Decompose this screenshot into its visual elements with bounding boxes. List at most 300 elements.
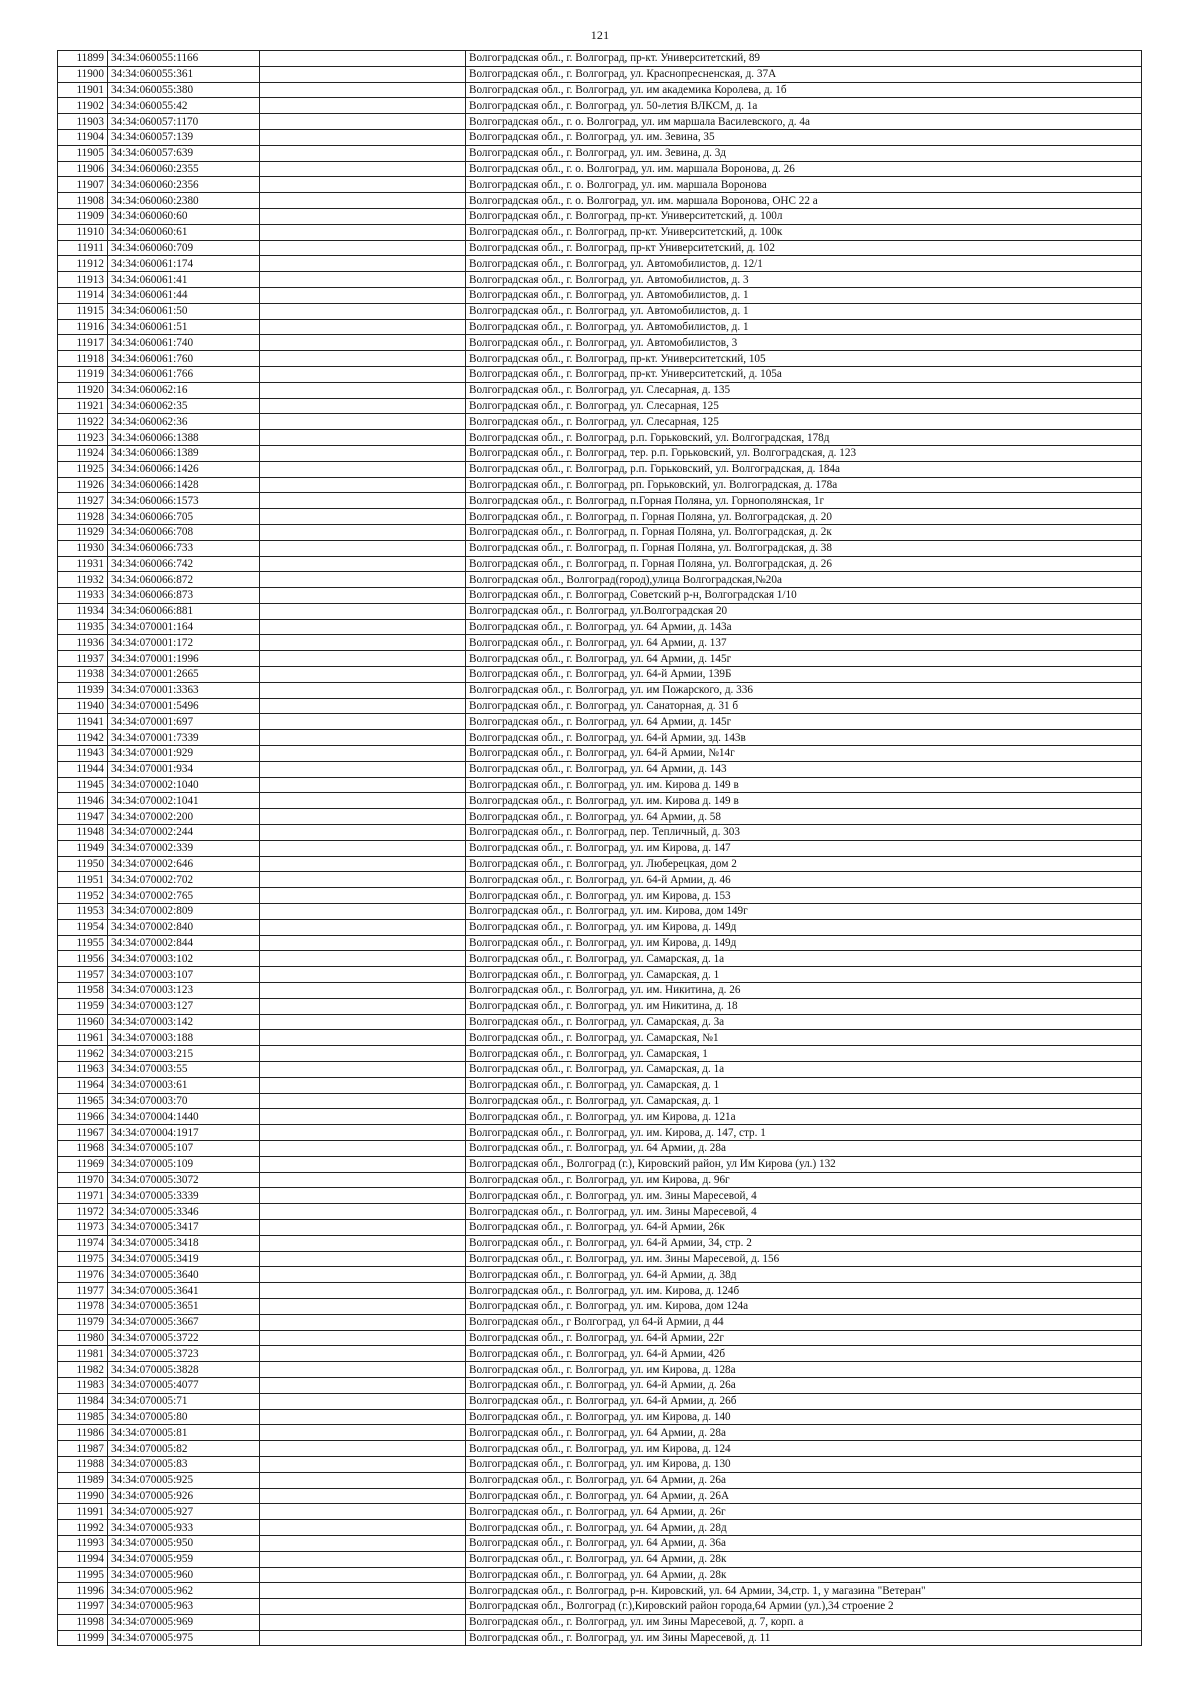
cadastral-number-cell: 34:34:060055:42 (108, 98, 260, 114)
table-row (58, 51, 1142, 67)
table-row (58, 477, 1142, 493)
address-cell: Волгоградская обл., г. Волгоград, пр-кт. Университетский, 105 (466, 351, 1142, 367)
row-number-cell: 11941 (58, 714, 108, 730)
row-number-cell: 11936 (58, 635, 108, 651)
row-number-cell: 11905 (58, 145, 108, 161)
row-number-cell: 11935 (58, 619, 108, 635)
row-number-cell: 11928 (58, 509, 108, 525)
address-cell: Волгоградская обл., г. Волгоград, ул. им Кирова, д. 130 (466, 1456, 1142, 1472)
address-cell: Волгоградская обл., г. Волгоград, пр-кт. Университетский, д. 105а (466, 366, 1142, 382)
address-cell: Волгоградская обл., г. Волгоград, ул. 64-й Армии, д. 46 (466, 872, 1142, 888)
table-row (58, 1188, 1142, 1204)
address-cell: Волгоградская обл., г. Волгоград, ул. им. Зевина, 35 (466, 129, 1142, 145)
table-row (58, 161, 1142, 177)
table-row (58, 177, 1142, 193)
row-number-cell: 11962 (58, 1046, 108, 1062)
empty-cell (260, 667, 466, 683)
empty-cell (260, 1204, 466, 1220)
table-row (58, 730, 1142, 746)
address-cell: Волгоградская обл., г. Волгоград, ул. им. Зины Маресевой, д. 156 (466, 1251, 1142, 1267)
address-cell: Волгоградская обл., г. Волгоград, ул. Самарская, д. 1 (466, 967, 1142, 983)
empty-cell (260, 509, 466, 525)
cadastral-number-cell: 34:34:070002:1041 (108, 793, 260, 809)
row-number-cell: 11945 (58, 777, 108, 793)
cadastral-number-cell: 34:34:070005:975 (108, 1630, 260, 1646)
cadastral-number-cell: 34:34:070005:933 (108, 1520, 260, 1536)
empty-cell (260, 1425, 466, 1441)
table-row (58, 398, 1142, 414)
row-number-cell: 11949 (58, 840, 108, 856)
row-number-cell: 11911 (58, 240, 108, 256)
address-cell: Волгоградская обл., г. Волгоград, ул. Люберецкая, дом 2 (466, 856, 1142, 872)
cadastral-number-cell: 34:34:060055:1166 (108, 51, 260, 67)
table-row (58, 572, 1142, 588)
address-cell: Волгоградская обл., г. Волгоград, ул. Слесарная, д. 135 (466, 382, 1142, 398)
cadastral-number-cell: 34:34:070005:107 (108, 1140, 260, 1156)
cadastral-number-cell: 34:34:060066:1426 (108, 461, 260, 477)
address-cell: Волгоградская обл., г. Волгоград, ул.Волгоградская 20 (466, 603, 1142, 619)
address-cell: Волгоградская обл., г. Волгоград, ул. 64 Армии, д. 28а (466, 1425, 1142, 1441)
row-number-cell: 11967 (58, 1125, 108, 1141)
address-cell: Волгоградская обл., г. Волгоград, ул. 64 Армии, д. 143 (466, 761, 1142, 777)
empty-cell (260, 461, 466, 477)
row-number-cell: 11934 (58, 603, 108, 619)
table-row (58, 1093, 1142, 1109)
address-cell: Волгоградская обл., г. Волгоград, ул. им. Кирова, д. 147, стр. 1 (466, 1125, 1142, 1141)
row-number-cell: 11937 (58, 651, 108, 667)
cadastral-number-cell: 34:34:070003:107 (108, 967, 260, 983)
table-row (58, 193, 1142, 209)
address-cell: Волгоградская обл., г. Волгоград, ул. 64-й Армии, д. 38д (466, 1267, 1142, 1283)
address-cell: Волгоградская обл., г. Волгоград, ул. 64 Армии, д. 58 (466, 809, 1142, 825)
table-row (58, 1330, 1142, 1346)
table-row (58, 430, 1142, 446)
empty-cell (260, 524, 466, 540)
empty-cell (260, 1093, 466, 1109)
table-row (58, 540, 1142, 556)
address-cell: Волгоградская обл., г. Волгоград, ул. им Кирова, д. 96г (466, 1172, 1142, 1188)
address-cell: Волгоградская обл., г. Волгоград, р-н. Кировский, ул. 64 Армии, 34,стр. 1, у магазина "Ветеран" (466, 1583, 1142, 1599)
empty-cell (260, 414, 466, 430)
address-cell: Волгоградская обл., г. Волгоград, п. Горная Поляна, ул. Волгоградская, д. 26 (466, 556, 1142, 572)
empty-cell (260, 1109, 466, 1125)
address-cell: Волгоградская обл., г. Волгоград, ул. 64 Армии, д. 28д (466, 1520, 1142, 1536)
cadastral-number-cell: 34:34:070001:7339 (108, 730, 260, 746)
row-number-cell: 11971 (58, 1188, 108, 1204)
table-row (58, 761, 1142, 777)
cadastral-number-cell: 34:34:070003:215 (108, 1046, 260, 1062)
empty-cell (260, 66, 466, 82)
address-cell: Волгоградская обл., г. Волгоград, ул. им Кирова, д. 149д (466, 935, 1142, 951)
address-cell: Волгоградская обл., г. Волгоград, ул. Самарская, д. 3а (466, 1014, 1142, 1030)
row-number-cell: 11904 (58, 129, 108, 145)
table-row (58, 619, 1142, 635)
row-number-cell: 11966 (58, 1109, 108, 1125)
empty-cell (260, 1030, 466, 1046)
row-number-cell: 11922 (58, 414, 108, 430)
cadastral-number-cell: 34:34:060061:740 (108, 335, 260, 351)
cadastral-number-cell: 34:34:070001:934 (108, 761, 260, 777)
cadastral-number-cell: 34:34:060066:705 (108, 509, 260, 525)
address-cell: Волгоградская обл., г. Волгоград, ул. Автомобилистов, д. 3 (466, 272, 1142, 288)
table-row (58, 856, 1142, 872)
cadastral-number-cell: 34:34:070005:3651 (108, 1298, 260, 1314)
table-row (58, 414, 1142, 430)
address-cell: Волгоградская обл., г. Волгоград, ул. им Кирова, д. 121а (466, 1109, 1142, 1125)
table-row (58, 1409, 1142, 1425)
empty-cell (260, 919, 466, 935)
address-cell: Волгоградская обл., г. о. Волгоград, ул. им. маршала Воронова, ОНС 22 а (466, 193, 1142, 209)
address-cell: Волгоградская обл., г. о. Волгоград, ул. им. маршала Воронова, д. 26 (466, 161, 1142, 177)
table-row (58, 208, 1142, 224)
row-number-cell: 11914 (58, 287, 108, 303)
cadastral-number-cell: 34:34:060066:1388 (108, 430, 260, 446)
cadastral-number-cell: 34:34:060066:742 (108, 556, 260, 572)
table-row (58, 1014, 1142, 1030)
table-row (58, 1077, 1142, 1093)
cadastral-number-cell: 34:34:070002:844 (108, 935, 260, 951)
empty-cell (260, 1599, 466, 1615)
table-row (58, 888, 1142, 904)
cadastral-number-cell: 34:34:060060:709 (108, 240, 260, 256)
row-number-cell: 11933 (58, 588, 108, 604)
row-number-cell: 11964 (58, 1077, 108, 1093)
address-cell: Волгоградская обл., г. Волгоград, ул. им Кирова, д. 147 (466, 840, 1142, 856)
empty-cell (260, 935, 466, 951)
row-number-cell: 11929 (58, 524, 108, 540)
empty-cell (260, 746, 466, 762)
row-number-cell: 11912 (58, 256, 108, 272)
empty-cell (260, 303, 466, 319)
address-cell: Волгоградская обл., г. Волгоград, п. Горная Поляна, ул. Волгоградская, д. 2к (466, 524, 1142, 540)
table-row (58, 1172, 1142, 1188)
registry-table-body (58, 51, 1142, 1646)
empty-cell (260, 1504, 466, 1520)
row-number-cell: 11907 (58, 177, 108, 193)
empty-cell (260, 145, 466, 161)
table-row (58, 224, 1142, 240)
row-number-cell: 11978 (58, 1298, 108, 1314)
cadastral-number-cell: 34:34:070003:127 (108, 998, 260, 1014)
address-cell: Волгоградская обл., г Волгоград, ул 64-й Армии, д 44 (466, 1314, 1142, 1330)
empty-cell (260, 1520, 466, 1536)
cadastral-number-cell: 34:34:070005:3339 (108, 1188, 260, 1204)
row-number-cell: 11998 (58, 1614, 108, 1630)
row-number-cell: 11976 (58, 1267, 108, 1283)
address-cell: Волгоградская обл., г. Волгоград, ул. им. Кирова, дом 149г (466, 904, 1142, 920)
row-number-cell: 11940 (58, 698, 108, 714)
cadastral-number-cell: 34:34:070005:950 (108, 1535, 260, 1551)
row-number-cell: 11908 (58, 193, 108, 209)
address-cell: Волгоградская обл., г. Волгоград, ул. Самарская, д. 1а (466, 951, 1142, 967)
row-number-cell: 11969 (58, 1156, 108, 1172)
row-number-cell: 11980 (58, 1330, 108, 1346)
row-number-cell: 11963 (58, 1062, 108, 1078)
address-cell: Волгоградская обл., г. Волгоград, р.п. Горьковский, ул. Волгоградская, 178д (466, 430, 1142, 446)
table-row (58, 1062, 1142, 1078)
empty-cell (260, 1630, 466, 1646)
cadastral-number-cell: 34:34:070001:929 (108, 746, 260, 762)
table-row (58, 872, 1142, 888)
empty-cell (260, 1046, 466, 1062)
empty-cell (260, 540, 466, 556)
empty-cell (260, 98, 466, 114)
cadastral-number-cell: 34:34:060060:61 (108, 224, 260, 240)
table-row (58, 335, 1142, 351)
table-row (58, 904, 1142, 920)
cadastral-number-cell: 34:34:060066:708 (108, 524, 260, 540)
address-cell: Волгоградская обл., г. Волгоград, ул. 64 Армии, д. 145г (466, 651, 1142, 667)
address-cell: Волгоградская обл., г. Волгоград, ул. 64-й Армии, 34, стр. 2 (466, 1235, 1142, 1251)
row-number-cell: 11991 (58, 1504, 108, 1520)
cadastral-number-cell: 34:34:070005:71 (108, 1393, 260, 1409)
address-cell: Волгоградская обл., г. Волгоград, ул. 64-й Армии, зд. 143в (466, 730, 1142, 746)
cadastral-number-cell: 34:34:070005:3828 (108, 1362, 260, 1378)
row-number-cell: 11947 (58, 809, 108, 825)
cadastral-number-cell: 34:34:070003:61 (108, 1077, 260, 1093)
empty-cell (260, 1235, 466, 1251)
cadastral-number-cell: 34:34:060061:51 (108, 319, 260, 335)
empty-cell (260, 588, 466, 604)
table-row (58, 1599, 1142, 1615)
cadastral-number-cell: 34:34:070005:3418 (108, 1235, 260, 1251)
address-cell: Волгоградская обл., г. Волгоград, ул. Автомобилистов, 3 (466, 335, 1142, 351)
cadastral-number-cell: 34:34:070003:55 (108, 1062, 260, 1078)
table-row (58, 1614, 1142, 1630)
row-number-cell: 11955 (58, 935, 108, 951)
address-cell: Волгоградская обл., г. Волгоград, ул. 64 Армии, д. 145г (466, 714, 1142, 730)
table-row (58, 1346, 1142, 1362)
table-row (58, 919, 1142, 935)
empty-cell (260, 967, 466, 983)
cadastral-number-cell: 34:34:070005:80 (108, 1409, 260, 1425)
cadastral-number-cell: 34:34:060062:36 (108, 414, 260, 430)
empty-cell (260, 193, 466, 209)
address-cell: Волгоградская обл., г. Волгоград, ул. 64-й Армии, №14г (466, 746, 1142, 762)
table-row (58, 82, 1142, 98)
empty-cell (260, 998, 466, 1014)
empty-cell (260, 477, 466, 493)
table-row (58, 1046, 1142, 1062)
row-number-cell: 11974 (58, 1235, 108, 1251)
table-row (58, 825, 1142, 841)
table-row (58, 651, 1142, 667)
cadastral-number-cell: 34:34:060066:1428 (108, 477, 260, 493)
row-number-cell: 11943 (58, 746, 108, 762)
table-row (58, 1425, 1142, 1441)
cadastral-number-cell: 34:34:070002:765 (108, 888, 260, 904)
row-number-cell: 11901 (58, 82, 108, 98)
table-row (58, 461, 1142, 477)
address-cell: Волгоградская обл., г. Волгоград, ул. 64 Армии, д. 137 (466, 635, 1142, 651)
row-number-cell: 11902 (58, 98, 108, 114)
row-number-cell: 11931 (58, 556, 108, 572)
cadastral-number-cell: 34:34:060060:60 (108, 208, 260, 224)
table-row (58, 1298, 1142, 1314)
cadastral-number-cell: 34:34:060066:872 (108, 572, 260, 588)
address-cell: Волгоградская обл., г. Волгоград, ул. Самарская, д. 1 (466, 1093, 1142, 1109)
table-row (58, 319, 1142, 335)
empty-cell (260, 287, 466, 303)
empty-cell (260, 1441, 466, 1457)
address-cell: Волгоградская обл., Волгоград (г.), Кировский район, ул Им Кирова (ул.) 132 (466, 1156, 1142, 1172)
address-cell: Волгоградская обл., г. Волгоград, ул. 64 Армии, д. 26а (466, 1472, 1142, 1488)
row-number-cell: 11994 (58, 1551, 108, 1567)
cadastral-number-cell: 34:34:070005:3641 (108, 1283, 260, 1299)
page-number: 121 (590, 28, 610, 42)
empty-cell (260, 335, 466, 351)
empty-cell (260, 635, 466, 651)
registry-table (57, 50, 1142, 1646)
row-number-cell: 11910 (58, 224, 108, 240)
empty-cell (260, 1377, 466, 1393)
cadastral-number-cell: 34:34:070002:1040 (108, 777, 260, 793)
row-number-cell: 11997 (58, 1599, 108, 1615)
empty-cell (260, 1251, 466, 1267)
cadastral-number-cell: 34:34:070005:109 (108, 1156, 260, 1172)
empty-cell (260, 129, 466, 145)
empty-cell (260, 983, 466, 999)
address-cell: Волгоградская обл., г. Волгоград, ул. Самарская, д. 1 (466, 1077, 1142, 1093)
address-cell: Волгоградская обл., г. Волгоград, тер. р.п. Горьковский, ул. Волгоградская, д. 123 (466, 445, 1142, 461)
row-number-cell: 11973 (58, 1219, 108, 1235)
cadastral-number-cell: 34:34:070001:172 (108, 635, 260, 651)
row-number-cell: 11968 (58, 1140, 108, 1156)
address-cell: Волгоградская обл., г. Волгоград, ул. им Зины Маресевой, д. 11 (466, 1630, 1142, 1646)
cadastral-number-cell: 34:34:060062:16 (108, 382, 260, 398)
address-cell: Волгоградская обл., г. Волгоград, ул. им. Кирова, дом 124а (466, 1298, 1142, 1314)
table-row (58, 1472, 1142, 1488)
empty-cell (260, 951, 466, 967)
table-row (58, 382, 1142, 398)
table-row (58, 967, 1142, 983)
cadastral-number-cell: 34:34:060066:881 (108, 603, 260, 619)
row-number-cell: 11990 (58, 1488, 108, 1504)
table-row (58, 998, 1142, 1014)
row-number-cell: 11995 (58, 1567, 108, 1583)
row-number-cell: 11961 (58, 1030, 108, 1046)
row-number-cell: 11983 (58, 1377, 108, 1393)
empty-cell (260, 319, 466, 335)
empty-cell (260, 1125, 466, 1141)
row-number-cell: 11899 (58, 51, 108, 67)
cadastral-number-cell: 34:34:070005:959 (108, 1551, 260, 1567)
row-number-cell: 11913 (58, 272, 108, 288)
address-cell: Волгоградская обл., г. Волгоград, ул. им Пожарского, д. 336 (466, 682, 1142, 698)
row-number-cell: 11938 (58, 667, 108, 683)
empty-cell (260, 1362, 466, 1378)
cadastral-number-cell: 34:34:070005:81 (108, 1425, 260, 1441)
row-number-cell: 11915 (58, 303, 108, 319)
empty-cell (260, 161, 466, 177)
address-cell: Волгоградская обл., г. Волгоград, ул. им. Зины Маресевой, 4 (466, 1188, 1142, 1204)
table-row (58, 1630, 1142, 1646)
cadastral-number-cell: 34:34:070005:927 (108, 1504, 260, 1520)
table-row (58, 114, 1142, 130)
cadastral-number-cell: 34:34:070005:3640 (108, 1267, 260, 1283)
cadastral-number-cell: 34:34:070002:339 (108, 840, 260, 856)
address-cell: Волгоградская обл., г. Волгоград, ул. 64 Армии, д. 143а (466, 619, 1142, 635)
row-number-cell: 11920 (58, 382, 108, 398)
table-row (58, 1362, 1142, 1378)
cadastral-number-cell: 34:34:060061:766 (108, 366, 260, 382)
table-row (58, 1204, 1142, 1220)
address-cell: Волгоградская обл., г. Волгоград, ул. Автомобилистов, д. 1 (466, 303, 1142, 319)
address-cell: Волгоградская обл., г. Волгоград, ул. им. Зины Маресевой, 4 (466, 1204, 1142, 1220)
table-row (58, 793, 1142, 809)
table-row (58, 98, 1142, 114)
address-cell: Волгоградская обл., г. о. Волгоград, ул. им маршала Василевского, д. 4а (466, 114, 1142, 130)
table-row (58, 667, 1142, 683)
address-cell: Волгоградская обл., г. Волгоград, ул. 64 Армии, д. 28а (466, 1140, 1142, 1156)
cadastral-number-cell: 34:34:070005:926 (108, 1488, 260, 1504)
empty-cell (260, 1156, 466, 1172)
row-number-cell: 11999 (58, 1630, 108, 1646)
table-row (58, 1456, 1142, 1472)
cadastral-number-cell: 34:34:070002:840 (108, 919, 260, 935)
table-row (58, 240, 1142, 256)
row-number-cell: 11988 (58, 1456, 108, 1472)
address-cell: Волгоградская обл., г. Волгоград, ул. 64 Армии, д. 28к (466, 1551, 1142, 1567)
row-number-cell: 11939 (58, 682, 108, 698)
cadastral-number-cell: 34:34:060060:2355 (108, 161, 260, 177)
address-cell: Волгоградская обл., г. Волгоград, ул. им. Кирова, д. 124б (466, 1283, 1142, 1299)
empty-cell (260, 51, 466, 67)
address-cell: Волгоградская обл., г. Волгоград, ул. 64 Армии, д. 26А (466, 1488, 1142, 1504)
table-row (58, 493, 1142, 509)
row-number-cell: 11952 (58, 888, 108, 904)
empty-cell (260, 256, 466, 272)
cadastral-number-cell: 34:34:060061:41 (108, 272, 260, 288)
cadastral-number-cell: 34:34:070005:963 (108, 1599, 260, 1615)
cadastral-number-cell: 34:34:070002:809 (108, 904, 260, 920)
table-row (58, 287, 1142, 303)
cadastral-number-cell: 34:34:060055:380 (108, 82, 260, 98)
address-cell: Волгоградская обл., г. Волгоград, пр-кт. Университетский, 89 (466, 51, 1142, 67)
table-row (58, 840, 1142, 856)
cadastral-number-cell: 34:34:070003:70 (108, 1093, 260, 1109)
row-number-cell: 11930 (58, 540, 108, 556)
address-cell: Волгоградская обл., г. Волгоград, ул. 64 Армии, д. 36а (466, 1535, 1142, 1551)
row-number-cell: 11927 (58, 493, 108, 509)
row-number-cell: 11951 (58, 872, 108, 888)
cadastral-number-cell: 34:34:070002:200 (108, 809, 260, 825)
address-cell: Волгоградская обл., г. Волгоград, ул. им. Кирова д. 149 в (466, 777, 1142, 793)
empty-cell (260, 1551, 466, 1567)
row-number-cell: 11954 (58, 919, 108, 935)
address-cell: Волгоградская обл., г. Волгоград, ул. Автомобилистов, д. 12/1 (466, 256, 1142, 272)
table-row (58, 272, 1142, 288)
empty-cell (260, 1188, 466, 1204)
row-number-cell: 11903 (58, 114, 108, 130)
table-row (58, 1535, 1142, 1551)
cadastral-number-cell: 34:34:070005:925 (108, 1472, 260, 1488)
table-row (58, 777, 1142, 793)
table-row (58, 366, 1142, 382)
cadastral-number-cell: 34:34:070001:164 (108, 619, 260, 635)
address-cell: Волгоградская обл., г. Волгоград, ул. им. Кирова д. 149 в (466, 793, 1142, 809)
empty-cell (260, 572, 466, 588)
table-row (58, 1267, 1142, 1283)
address-cell: Волгоградская обл., Волгоград(город),улица Волгоградская,№20а (466, 572, 1142, 588)
row-number-cell: 11919 (58, 366, 108, 382)
address-cell: Волгоградская обл., г. Волгоград, ул. им Кирова, д. 149д (466, 919, 1142, 935)
row-number-cell: 11959 (58, 998, 108, 1014)
table-row (58, 1156, 1142, 1172)
address-cell: Волгоградская обл., г. Волгоград, ул. Краснопресненская, д. 37А (466, 66, 1142, 82)
address-cell: Волгоградская обл., г. Волгоград, ул. Слесарная, 125 (466, 398, 1142, 414)
table-row (58, 714, 1142, 730)
